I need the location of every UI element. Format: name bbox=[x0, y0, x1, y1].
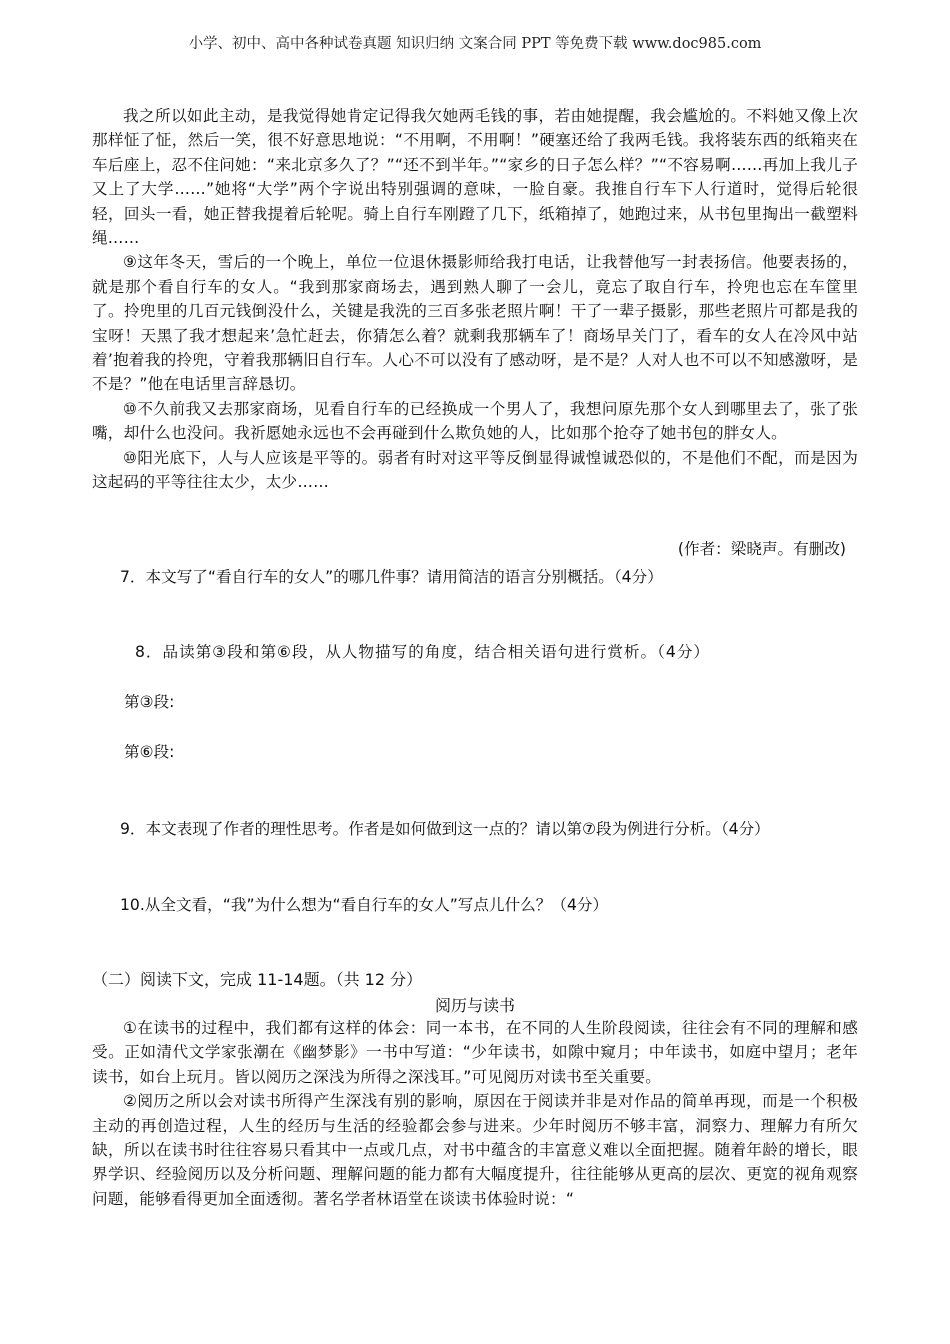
passage-paragraph-11: ⑩阳光底下，人与人应该是平等的。弱者有时对这平等反倒显得诚惶诚恐似的，不是他们不配，而是因为这起码的平等往往太少，太少…… bbox=[92, 448, 858, 492]
passage-paragraph-9: ⑨这年冬天，雪后的一个晚上，单位一位退休摄影师给我打电话，让我替他写一封表扬信。他要表扬的，就是那个看自行车的女人。“我到那家商场去，遇到熟人聊了一会儿，竟忘了取自行车，拎兜也忘在车筐里了。拎兜里的几百元钱倒没什么，关键是我洗的三百多张老照片啊！干了一辈子摄影，那些老照片可都是我的宝呀！天黑了我才想起来’急忙赶去，你猜怎么着？就剩我那辆车了！商场早关门了，看车的女人在冷风中站着’抱着我的拎兜，守着我那辆旧自行车。人心不可以没有了感动呀，是不是？人对人也不可以不知感激呀，是不是？”他在电话里言辞恳切。 bbox=[92, 253, 858, 394]
question-8-answer-label-para6: 第⑥段: bbox=[124, 743, 175, 761]
question-10: 10.从全文看，“我”为什么想为“看自行车的女人”写点儿什么？（4分） bbox=[120, 896, 609, 914]
question-7: 7．本文写了“看自行车的女人”的哪几件事？请用简洁的语言分别概括。（4分） bbox=[120, 568, 663, 586]
question-8-answer-label-para3: 第③段: bbox=[124, 693, 175, 711]
passage-paragraph-8: 我之所以如此主动，是我觉得她肯定记得我欠她两毛钱的事，若由她提醒，我会尴尬的。不料她又像上次那样怔了怔，然后一笑，很不好意思地说：“不用啊，不用啊！”硬塞还给了我两毛钱。我将装东西的纸箱夹在车后座上，忍不住问她：“来北京多久了？”“还不到半年。”“家乡的日子怎么样？”“不容易啊……再加上我儿子又上了大学……”她将“大学”两个字说出特别强调的意味，一脸自豪。我推自行车下人行道时，觉得后轮很轻，回头一看，她正替我提着后轮呢。骑上自行车刚蹬了几下，纸箱掉了，她跑过来，从书包里掏出一截塑料绳…… bbox=[92, 107, 858, 248]
page-header-banner: 小学、初中、高中各种试卷真题 知识归纳 文案合同 PPT 等免费下载 www.doc985.com bbox=[188, 36, 762, 52]
question-8: 8．品读第③段和第⑥段，从人物描写的角度，结合相关语句进行赏析。（4分） bbox=[135, 643, 711, 661]
section-two-heading: （二）阅读下文，完成 11-14题。（共 12 分） bbox=[92, 970, 423, 989]
question-9: 9．本文表现了作者的理性思考。作者是如何做到这一点的？请以第⑦段为例进行分析。（4分） bbox=[120, 820, 770, 838]
author-byline: (作者：梁晓声。有删改) bbox=[677, 540, 846, 558]
article-paragraph-2: ②阅历之所以会对读书所得产生深浅有别的影响，原因在于阅读并非是对作品的简单再现，而是一个积极主动的再创造过程，人生的经历与生活的经验都会参与进来。少年时阅历不够丰富，洞察力、理解力有所欠缺，所以在读书时往往容易只看其中一点或几点，对书中蕴含的丰富意义难以全面把握。随着年龄的增长，眼界学识、经验阅历以及分析问题、理解问题的能力都有大幅度提升，往往能够从更高的层次、更宽的视角观察问题，能够看得更加全面透彻。著名学者林语堂在谈读书体验时说：“ bbox=[92, 1092, 858, 1208]
passage-two bbox=[92, 1016, 858, 1211]
passage-one bbox=[92, 104, 858, 495]
passage-paragraph-10: ⑩不久前我又去那家商场，见看自行车的已经换成一个男人了，我想问原先那个女人到哪里去了，张了张嘴，却什么也没问。我祈愿她永远也不会再碰到什么欺负她的人，比如那个抢夺了她书包的胖女人。 bbox=[92, 399, 858, 443]
article-paragraph-1: ①在读书的过程中，我们都有这样的体会：同一本书，在不同的人生阶段阅读，往往会有不同的理解和感受。正如清代文学家张潮在《幽梦影》一书中写道：“少年读书，如隙中窥月；中年读书，如庭中望月；老年读书，如台上玩月。皆以阅历之深浅为所得之深浅耳。”可见阅历对读书至关重要。 bbox=[92, 1019, 858, 1086]
article-title: 阅历与读书 bbox=[434, 996, 515, 1015]
